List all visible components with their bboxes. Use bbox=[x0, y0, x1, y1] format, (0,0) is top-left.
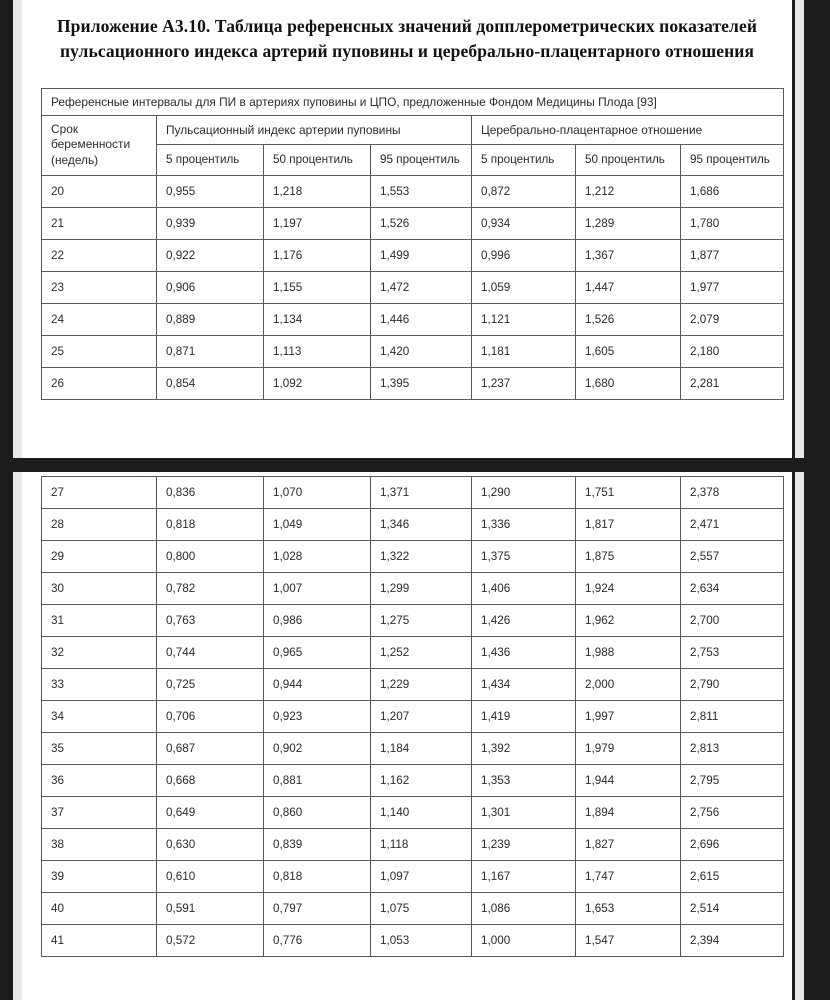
cell-cpr-p95: 2,811 bbox=[681, 701, 784, 733]
cell-cpr-p50: 1,547 bbox=[576, 925, 681, 957]
cell-cpr-p5: 1,167 bbox=[472, 861, 576, 893]
cell-gestational-week: 24 bbox=[42, 303, 157, 335]
reference-table-part-2 bbox=[41, 476, 784, 957]
cell-gestational-week: 25 bbox=[42, 335, 157, 367]
cell-ua-p5: 0,610 bbox=[157, 861, 264, 893]
cell-cpr-p5: 1,239 bbox=[472, 829, 576, 861]
column-header-gestational-week: Срок беременности (недель) bbox=[42, 115, 157, 175]
cell-cpr-p95: 2,634 bbox=[681, 573, 784, 605]
cell-cpr-p50: 1,367 bbox=[576, 239, 681, 271]
reference-table-part-1-wrap bbox=[22, 64, 792, 400]
cell-cpr-p95: 2,471 bbox=[681, 509, 784, 541]
table-row bbox=[42, 335, 784, 367]
cell-ua-p95: 1,472 bbox=[371, 271, 472, 303]
cell-cpr-p5: 1,237 bbox=[472, 367, 576, 399]
cell-gestational-week: 34 bbox=[42, 701, 157, 733]
cell-cpr-p50: 1,997 bbox=[576, 701, 681, 733]
cell-cpr-p50: 1,605 bbox=[576, 335, 681, 367]
reference-table-part-1 bbox=[41, 88, 784, 400]
cell-ua-p50: 1,028 bbox=[264, 541, 371, 573]
cell-ua-p5: 0,649 bbox=[157, 797, 264, 829]
cell-ua-p5: 0,572 bbox=[157, 925, 264, 957]
cell-ua-p5: 0,591 bbox=[157, 893, 264, 925]
cell-cpr-p95: 2,696 bbox=[681, 829, 784, 861]
cell-ua-p50: 1,049 bbox=[264, 509, 371, 541]
table-row bbox=[42, 303, 784, 335]
table-body-part-1 bbox=[42, 175, 784, 399]
cell-cpr-p50: 1,979 bbox=[576, 733, 681, 765]
cell-ua-p5: 0,782 bbox=[157, 573, 264, 605]
cell-cpr-p50: 1,212 bbox=[576, 175, 681, 207]
cell-cpr-p95: 1,977 bbox=[681, 271, 784, 303]
cell-gestational-week: 30 bbox=[42, 573, 157, 605]
page-gutter-left bbox=[13, 0, 22, 1000]
cell-cpr-p50: 1,653 bbox=[576, 893, 681, 925]
table-row bbox=[42, 541, 784, 573]
cell-gestational-week: 35 bbox=[42, 733, 157, 765]
cell-ua-p5: 0,706 bbox=[157, 701, 264, 733]
cell-gestational-week: 37 bbox=[42, 797, 157, 829]
table-row bbox=[42, 271, 784, 303]
cell-gestational-week: 20 bbox=[42, 175, 157, 207]
cell-cpr-p95: 2,753 bbox=[681, 637, 784, 669]
document-page-1 bbox=[22, 0, 792, 458]
cell-ua-p5: 0,922 bbox=[157, 239, 264, 271]
cell-gestational-week: 36 bbox=[42, 765, 157, 797]
cell-cpr-p50: 1,894 bbox=[576, 797, 681, 829]
cell-ua-p50: 1,092 bbox=[264, 367, 371, 399]
cell-ua-p50: 0,860 bbox=[264, 797, 371, 829]
cell-cpr-p95: 2,700 bbox=[681, 605, 784, 637]
cell-ua-p5: 0,955 bbox=[157, 175, 264, 207]
cell-ua-p50: 1,070 bbox=[264, 477, 371, 509]
cell-gestational-week: 23 bbox=[42, 271, 157, 303]
table-row bbox=[42, 207, 784, 239]
cell-gestational-week: 26 bbox=[42, 367, 157, 399]
cell-cpr-p5: 0,996 bbox=[472, 239, 576, 271]
cell-ua-p95: 1,097 bbox=[371, 861, 472, 893]
cell-cpr-p5: 1,392 bbox=[472, 733, 576, 765]
cell-cpr-p5: 1,436 bbox=[472, 637, 576, 669]
cell-ua-p5: 0,687 bbox=[157, 733, 264, 765]
cell-ua-p95: 1,446 bbox=[371, 303, 472, 335]
cell-ua-p5: 0,871 bbox=[157, 335, 264, 367]
table-header bbox=[42, 88, 784, 175]
cell-ua-p5: 0,744 bbox=[157, 637, 264, 669]
cell-ua-p5: 0,818 bbox=[157, 509, 264, 541]
cell-cpr-p95: 2,790 bbox=[681, 669, 784, 701]
cell-cpr-p50: 1,526 bbox=[576, 303, 681, 335]
cell-cpr-p50: 1,817 bbox=[576, 509, 681, 541]
cell-gestational-week: 33 bbox=[42, 669, 157, 701]
cell-ua-p95: 1,371 bbox=[371, 477, 472, 509]
cell-cpr-p95: 2,394 bbox=[681, 925, 784, 957]
table-row bbox=[42, 733, 784, 765]
cell-gestational-week: 22 bbox=[42, 239, 157, 271]
cell-cpr-p5: 1,301 bbox=[472, 797, 576, 829]
cell-cpr-p50: 1,827 bbox=[576, 829, 681, 861]
cell-ua-p95: 1,053 bbox=[371, 925, 472, 957]
column-header-cpr-p5: 5 процентиль bbox=[472, 145, 576, 176]
cell-ua-p95: 1,140 bbox=[371, 797, 472, 829]
table-row bbox=[42, 477, 784, 509]
cell-cpr-p95: 2,180 bbox=[681, 335, 784, 367]
cell-gestational-week: 32 bbox=[42, 637, 157, 669]
cell-cpr-p5: 1,426 bbox=[472, 605, 576, 637]
cell-cpr-p50: 2,000 bbox=[576, 669, 681, 701]
cell-cpr-p5: 1,121 bbox=[472, 303, 576, 335]
cell-cpr-p5: 1,406 bbox=[472, 573, 576, 605]
cell-cpr-p95: 2,079 bbox=[681, 303, 784, 335]
cell-cpr-p95: 2,378 bbox=[681, 477, 784, 509]
cell-ua-p50: 0,923 bbox=[264, 701, 371, 733]
document-page-2 bbox=[22, 472, 792, 1000]
table-body-part-2 bbox=[42, 477, 784, 957]
cell-ua-p95: 1,118 bbox=[371, 829, 472, 861]
column-header-ua-p50: 50 процентиль bbox=[264, 145, 371, 176]
cell-ua-p95: 1,299 bbox=[371, 573, 472, 605]
cell-cpr-p95: 2,756 bbox=[681, 797, 784, 829]
table-row bbox=[42, 509, 784, 541]
cell-ua-p5: 0,763 bbox=[157, 605, 264, 637]
column-group-cerebroplacental-ratio: Церебрально-плацентарное отношение bbox=[472, 115, 784, 144]
cell-ua-p5: 0,906 bbox=[157, 271, 264, 303]
cell-ua-p50: 1,134 bbox=[264, 303, 371, 335]
cell-ua-p95: 1,229 bbox=[371, 669, 472, 701]
cell-ua-p50: 1,007 bbox=[264, 573, 371, 605]
cell-gestational-week: 40 bbox=[42, 893, 157, 925]
cell-ua-p50: 0,902 bbox=[264, 733, 371, 765]
table-row bbox=[42, 925, 784, 957]
cell-cpr-p5: 1,290 bbox=[472, 477, 576, 509]
cell-cpr-p95: 2,557 bbox=[681, 541, 784, 573]
cell-ua-p95: 1,499 bbox=[371, 239, 472, 271]
table-row bbox=[42, 637, 784, 669]
cell-cpr-p5: 1,419 bbox=[472, 701, 576, 733]
cell-cpr-p50: 1,875 bbox=[576, 541, 681, 573]
table-row bbox=[42, 797, 784, 829]
cell-ua-p50: 0,839 bbox=[264, 829, 371, 861]
cell-cpr-p50: 1,944 bbox=[576, 765, 681, 797]
cell-ua-p50: 1,197 bbox=[264, 207, 371, 239]
cell-ua-p95: 1,395 bbox=[371, 367, 472, 399]
cell-gestational-week: 27 bbox=[42, 477, 157, 509]
cell-gestational-week: 28 bbox=[42, 509, 157, 541]
cell-cpr-p5: 1,181 bbox=[472, 335, 576, 367]
cell-ua-p50: 1,113 bbox=[264, 335, 371, 367]
table-row bbox=[42, 861, 784, 893]
column-header-ua-p95: 95 процентиль bbox=[371, 145, 472, 176]
table-row bbox=[42, 573, 784, 605]
cell-cpr-p95: 2,795 bbox=[681, 765, 784, 797]
cell-cpr-p95: 1,686 bbox=[681, 175, 784, 207]
cell-gestational-week: 29 bbox=[42, 541, 157, 573]
cell-ua-p50: 1,218 bbox=[264, 175, 371, 207]
table-row bbox=[42, 893, 784, 925]
cell-ua-p95: 1,553 bbox=[371, 175, 472, 207]
cell-cpr-p50: 1,924 bbox=[576, 573, 681, 605]
table-row bbox=[42, 239, 784, 271]
cell-ua-p50: 0,776 bbox=[264, 925, 371, 957]
cell-cpr-p50: 1,988 bbox=[576, 637, 681, 669]
column-group-umbilical-artery-pi: Пульсационный индекс артерии пуповины bbox=[157, 115, 472, 144]
cell-ua-p50: 0,986 bbox=[264, 605, 371, 637]
page-gutter-right bbox=[795, 0, 804, 1000]
cell-ua-p95: 1,162 bbox=[371, 765, 472, 797]
cell-ua-p95: 1,322 bbox=[371, 541, 472, 573]
cell-ua-p95: 1,207 bbox=[371, 701, 472, 733]
table-caption-row bbox=[42, 88, 784, 115]
cell-cpr-p95: 2,615 bbox=[681, 861, 784, 893]
cell-cpr-p5: 1,059 bbox=[472, 271, 576, 303]
table-row bbox=[42, 367, 784, 399]
table-row bbox=[42, 765, 784, 797]
cell-ua-p50: 0,818 bbox=[264, 861, 371, 893]
cell-gestational-week: 21 bbox=[42, 207, 157, 239]
page-separator-band bbox=[0, 458, 830, 472]
cell-ua-p95: 1,075 bbox=[371, 893, 472, 925]
cell-cpr-p5: 1,000 bbox=[472, 925, 576, 957]
cell-cpr-p50: 1,680 bbox=[576, 367, 681, 399]
cell-ua-p5: 0,854 bbox=[157, 367, 264, 399]
cell-ua-p5: 0,800 bbox=[157, 541, 264, 573]
column-header-cpr-p50: 50 процентиль bbox=[576, 145, 681, 176]
cell-ua-p50: 1,176 bbox=[264, 239, 371, 271]
cell-cpr-p5: 1,375 bbox=[472, 541, 576, 573]
cell-cpr-p50: 1,289 bbox=[576, 207, 681, 239]
table-row bbox=[42, 701, 784, 733]
cell-ua-p50: 1,155 bbox=[264, 271, 371, 303]
cell-cpr-p5: 1,434 bbox=[472, 669, 576, 701]
cell-cpr-p5: 1,336 bbox=[472, 509, 576, 541]
cell-ua-p5: 0,668 bbox=[157, 765, 264, 797]
cell-cpr-p5: 0,872 bbox=[472, 175, 576, 207]
cell-gestational-week: 39 bbox=[42, 861, 157, 893]
table-group-header-row bbox=[42, 115, 784, 144]
cell-cpr-p50: 1,747 bbox=[576, 861, 681, 893]
cell-gestational-week: 41 bbox=[42, 925, 157, 957]
page-title: Приложение А3.10. Таблица референсных значений допплерометрических показателей пульсационного индекса артерий пуповины и церебрально-плацентарного отношения bbox=[56, 16, 758, 61]
table-caption: Референсные интервалы для ПИ в артериях пуповины и ЦПО, предложенные Фондом Медицины Плода [93] bbox=[42, 88, 784, 115]
cell-ua-p5: 0,836 bbox=[157, 477, 264, 509]
cell-cpr-p95: 2,514 bbox=[681, 893, 784, 925]
cell-cpr-p5: 1,353 bbox=[472, 765, 576, 797]
cell-ua-p5: 0,630 bbox=[157, 829, 264, 861]
cell-ua-p50: 0,965 bbox=[264, 637, 371, 669]
column-header-cpr-p95: 95 процентиль bbox=[681, 145, 784, 176]
cell-ua-p50: 0,797 bbox=[264, 893, 371, 925]
column-header-ua-p5: 5 процентиль bbox=[157, 145, 264, 176]
cell-ua-p95: 1,526 bbox=[371, 207, 472, 239]
cell-ua-p50: 0,881 bbox=[264, 765, 371, 797]
cell-cpr-p95: 2,281 bbox=[681, 367, 784, 399]
cell-cpr-p5: 0,934 bbox=[472, 207, 576, 239]
cell-cpr-p50: 1,962 bbox=[576, 605, 681, 637]
cell-ua-p5: 0,725 bbox=[157, 669, 264, 701]
cell-ua-p95: 1,346 bbox=[371, 509, 472, 541]
cell-ua-p95: 1,252 bbox=[371, 637, 472, 669]
reference-table-part-2-wrap bbox=[22, 472, 792, 957]
cell-gestational-week: 38 bbox=[42, 829, 157, 861]
table-row bbox=[42, 829, 784, 861]
cell-ua-p95: 1,275 bbox=[371, 605, 472, 637]
cell-cpr-p5: 1,086 bbox=[472, 893, 576, 925]
cell-ua-p95: 1,184 bbox=[371, 733, 472, 765]
cell-ua-p95: 1,420 bbox=[371, 335, 472, 367]
cell-ua-p5: 0,939 bbox=[157, 207, 264, 239]
cell-ua-p5: 0,889 bbox=[157, 303, 264, 335]
cell-gestational-week: 31 bbox=[42, 605, 157, 637]
cell-cpr-p95: 2,813 bbox=[681, 733, 784, 765]
table-row bbox=[42, 605, 784, 637]
table-row bbox=[42, 175, 784, 207]
cell-cpr-p95: 1,877 bbox=[681, 239, 784, 271]
cell-cpr-p50: 1,751 bbox=[576, 477, 681, 509]
cell-cpr-p50: 1,447 bbox=[576, 271, 681, 303]
table-row bbox=[42, 669, 784, 701]
cell-ua-p50: 0,944 bbox=[264, 669, 371, 701]
cell-cpr-p95: 1,780 bbox=[681, 207, 784, 239]
